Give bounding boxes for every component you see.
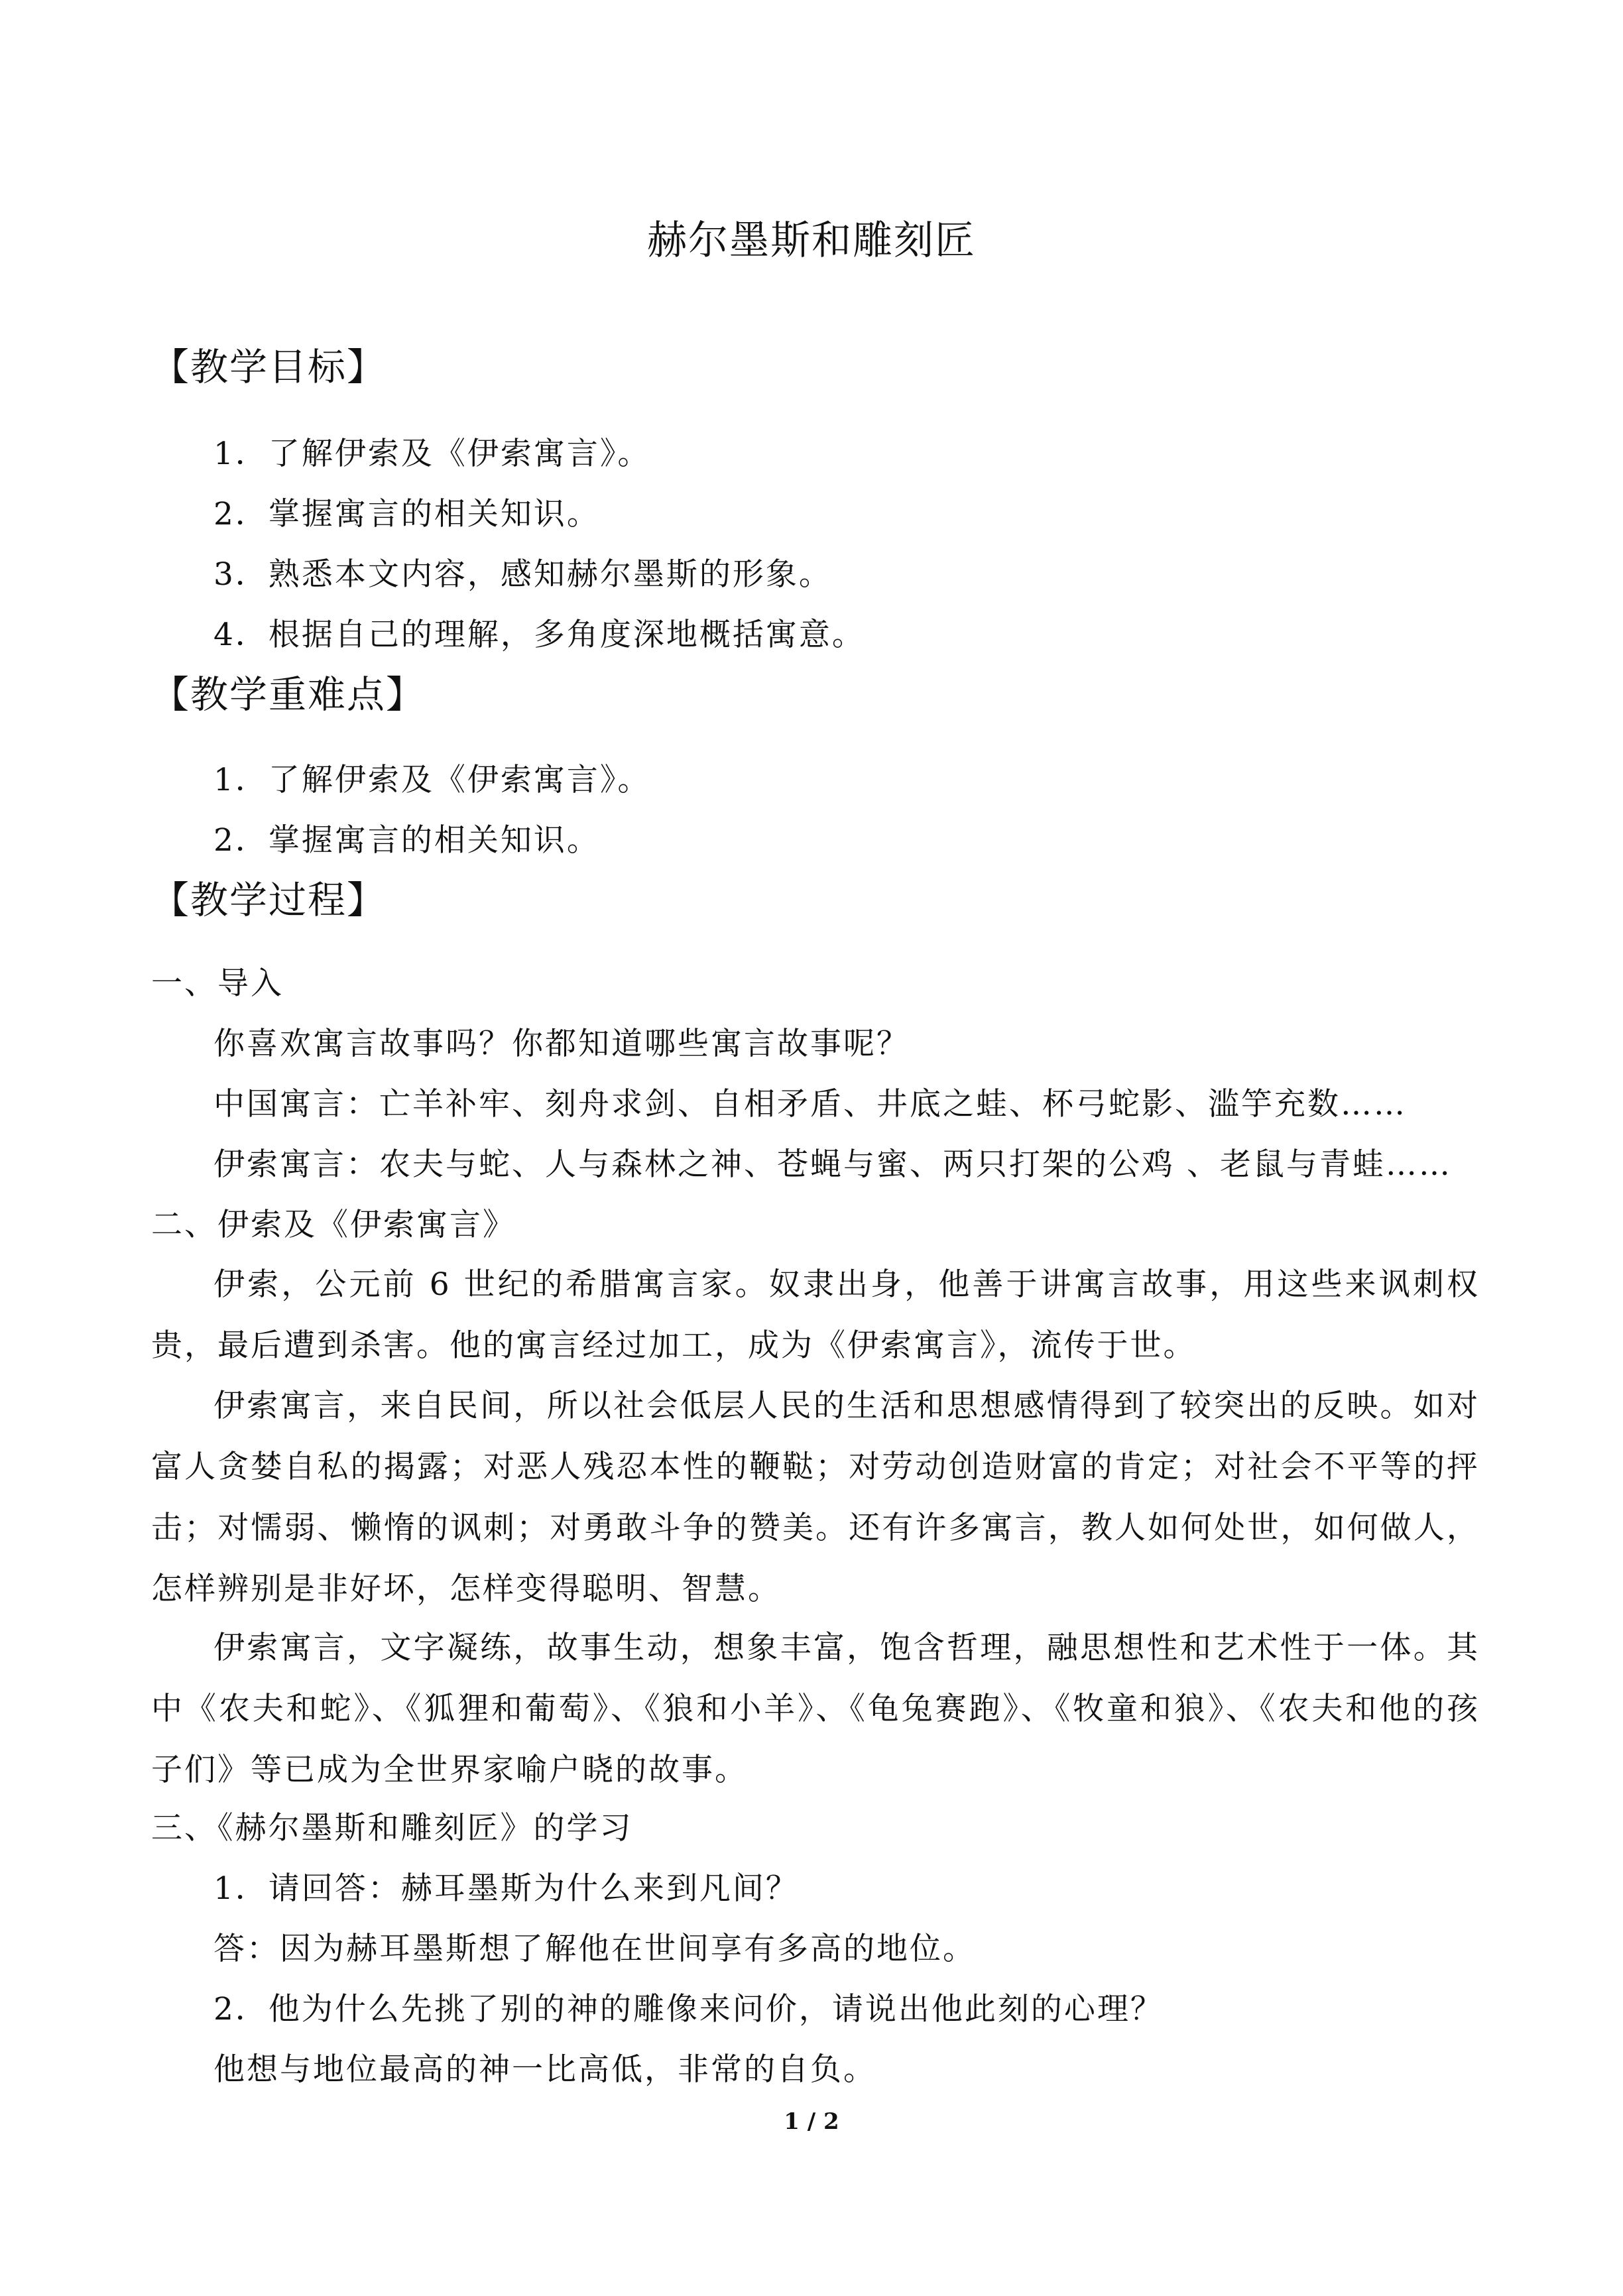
study-line: 他想与地位最高的神一比高低，非常的自负。 [213,2051,876,2088]
key-point-item: 1．了解伊索及《伊索寓言》。 [213,762,651,798]
objective-item: 2．掌握寓言的相关知识。 [213,496,600,532]
study-heading: 三、《赫尔墨斯和雕刻匠》的学习 [151,1810,633,1846]
intro-line: 伊索寓言：农夫与蛇、人与森林之神、苍蝇与蜜、两只打架的公鸡 、老鼠与青蛙…… [213,1146,1452,1183]
objective-item: 4．根据自己的理解，多角度深地概括寓意。 [213,617,865,653]
key-point-item: 2．掌握寓言的相关知识。 [213,822,600,859]
study-line: 2．他为什么先挑了别的神的雕像来问价，请说出他此刻的心理？ [213,1991,1164,2027]
study-line: 答：因为赫耳墨斯想了解他在世间享有多高的地位。 [213,1931,976,1967]
objective-item: 3．熟悉本文内容，感知赫尔墨斯的形象。 [213,556,832,593]
page-number: 1 / 2 [784,2108,839,2135]
process-heading: 【教学过程】 [151,878,386,922]
intro-line: 你喜欢寓言故事吗？你都知道哪些寓言故事呢？ [213,1026,910,1062]
intro-heading: 一、导入 [151,965,284,1002]
aesop-paragraph: 伊索，公元前 6 世纪的希腊寓言家。奴隶出身，他善于讲寓言故事，用这些来讽刺权贵，最后遭到杀害。他的寓言经过加工，成为《伊索寓言》，流传于世。 [151,1266,1480,1364]
objective-item: 1．了解伊索及《伊索寓言》。 [213,436,651,472]
key-points-heading: 【教学重难点】 [151,673,425,717]
aesop-heading: 二、伊索及《伊索寓言》 [151,1207,516,1243]
objectives-heading: 【教学目标】 [151,345,386,389]
aesop-paragraph: 伊索寓言，来自民间，所以社会低层人民的生活和思想感情得到了较突出的反映。如对富人贪婪自私的揭露；对恶人残忍本性的鞭鞑；对劳动创造财富的肯定；对社会不平等的抨击；对懦弱、懒惰的讽刺；对勇敢斗争的赞美。还有许多寓言，教人如何处世，如何做人，怎样辨别是非好坏，怎样变得聪明、智慧。 [151,1388,1480,1607]
document-title: 赫尔墨斯和雕刻匠 [647,217,976,264]
intro-line: 中国寓言：亡羊补牢、刻舟求剑、自相矛盾、井底之蛙、杯弓蛇影、滥竽充数…… [213,1086,1407,1122]
study-line: 1．请回答：赫耳墨斯为什么来到凡间？ [213,1870,799,1907]
aesop-paragraph: 伊索寓言，文字凝练，故事生动，想象丰富，饱含哲理，融思想性和艺术性于一体。其中《农夫和蛇》、《狐狸和葡萄》、《狼和小羊》、《龟兔赛跑》、《牧童和狼》、《农夫和他的孩子们》等已成为全世界家喻户晓的故事。 [151,1630,1480,1788]
